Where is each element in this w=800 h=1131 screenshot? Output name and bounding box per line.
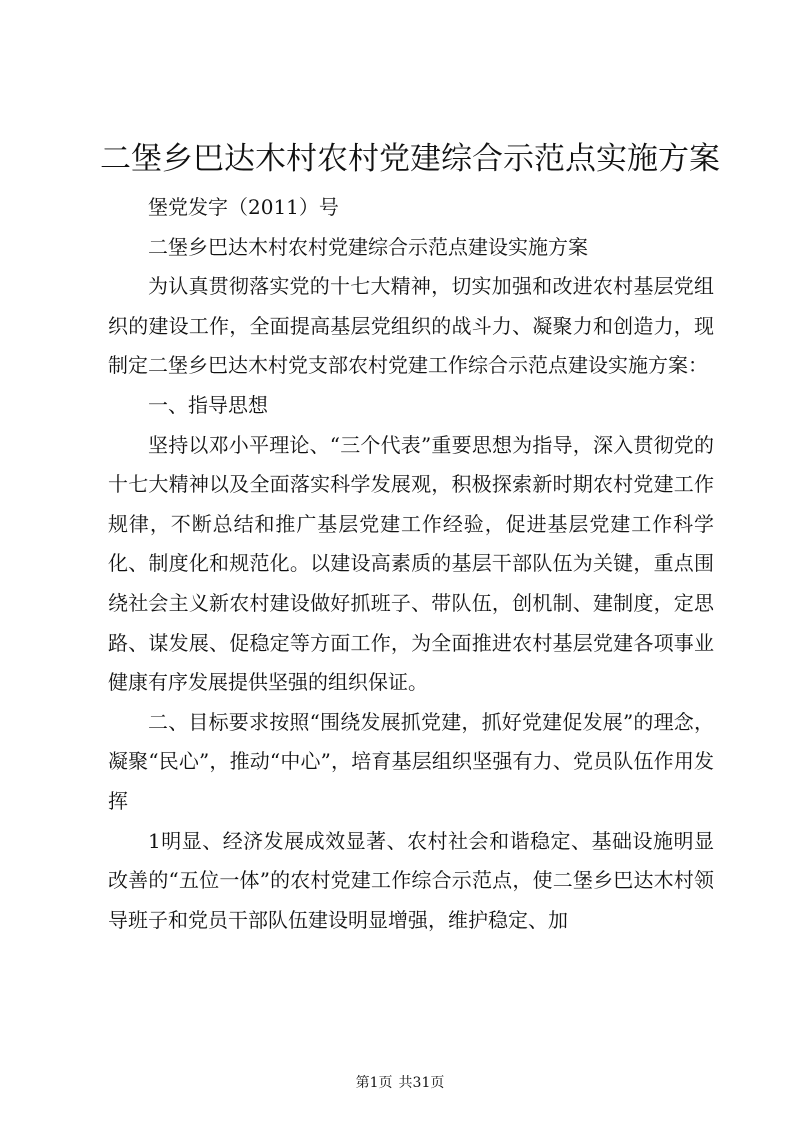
objectives-paragraph: 二、目标要求按照“围绕发展抓党建，抓好党建促发展”的理念，凝聚“民心”，推动“中心”，培育基层组织坚强有力、党员队伍作用发挥 — [108, 709, 714, 813]
subtitle: 二堡乡巴达木村农村党建综合示范点建设实施方案 — [148, 234, 588, 259]
intro-paragraph: 为认真贯彻落实党的十七大精神，切实加强和改进农村基层党组织的建设工作，全面提高基层党组织的战斗力、凝聚力和创造力，现制定二堡乡巴达木村党支部农村党建工作综合示范点建设实施方案： — [108, 274, 714, 378]
guiding-ideology-paragraph: 坚持以邓小平理论、“三个代表”重要思想为指导，深入贯彻党的十七大精神以及全面落实科学发展观，积极探索新时期农村党建工作规律，不断总结和推广基层党建工作经验，促进基层党建工作科学化、制度化和规范化。以建设高素质的基层干部队伍为关键，重点围绕社会主义新农村建设做好抓班子、带队伍，创机制、建制度，定思路、谋发展、促稳定等方面工作，为全面推进农村基层党建各项事业健康有序发展提供坚强的组织保证。 — [108, 432, 714, 695]
page-total: 共31页 — [398, 1075, 445, 1091]
document-title: 二堡乡巴达木村农村党建综合示范点实施方案 — [100, 141, 720, 177]
page-footer — [0, 1073, 800, 1093]
document-body — [108, 188, 714, 940]
page-number: 第1页 — [355, 1075, 393, 1091]
objectives-continued-paragraph: 1明显、经济发展成效显著、农村社会和谐稳定、基础设施明显改善的“五位一体”的农村党建工作综合示范点，使二堡乡巴达木村领导班子和党员干部队伍建设明显增强，维护稳定、加 — [108, 828, 714, 932]
document-number: 堡党发字（2011）号 — [148, 195, 339, 219]
section-heading-guiding-ideology: 一、指导思想 — [148, 392, 268, 417]
